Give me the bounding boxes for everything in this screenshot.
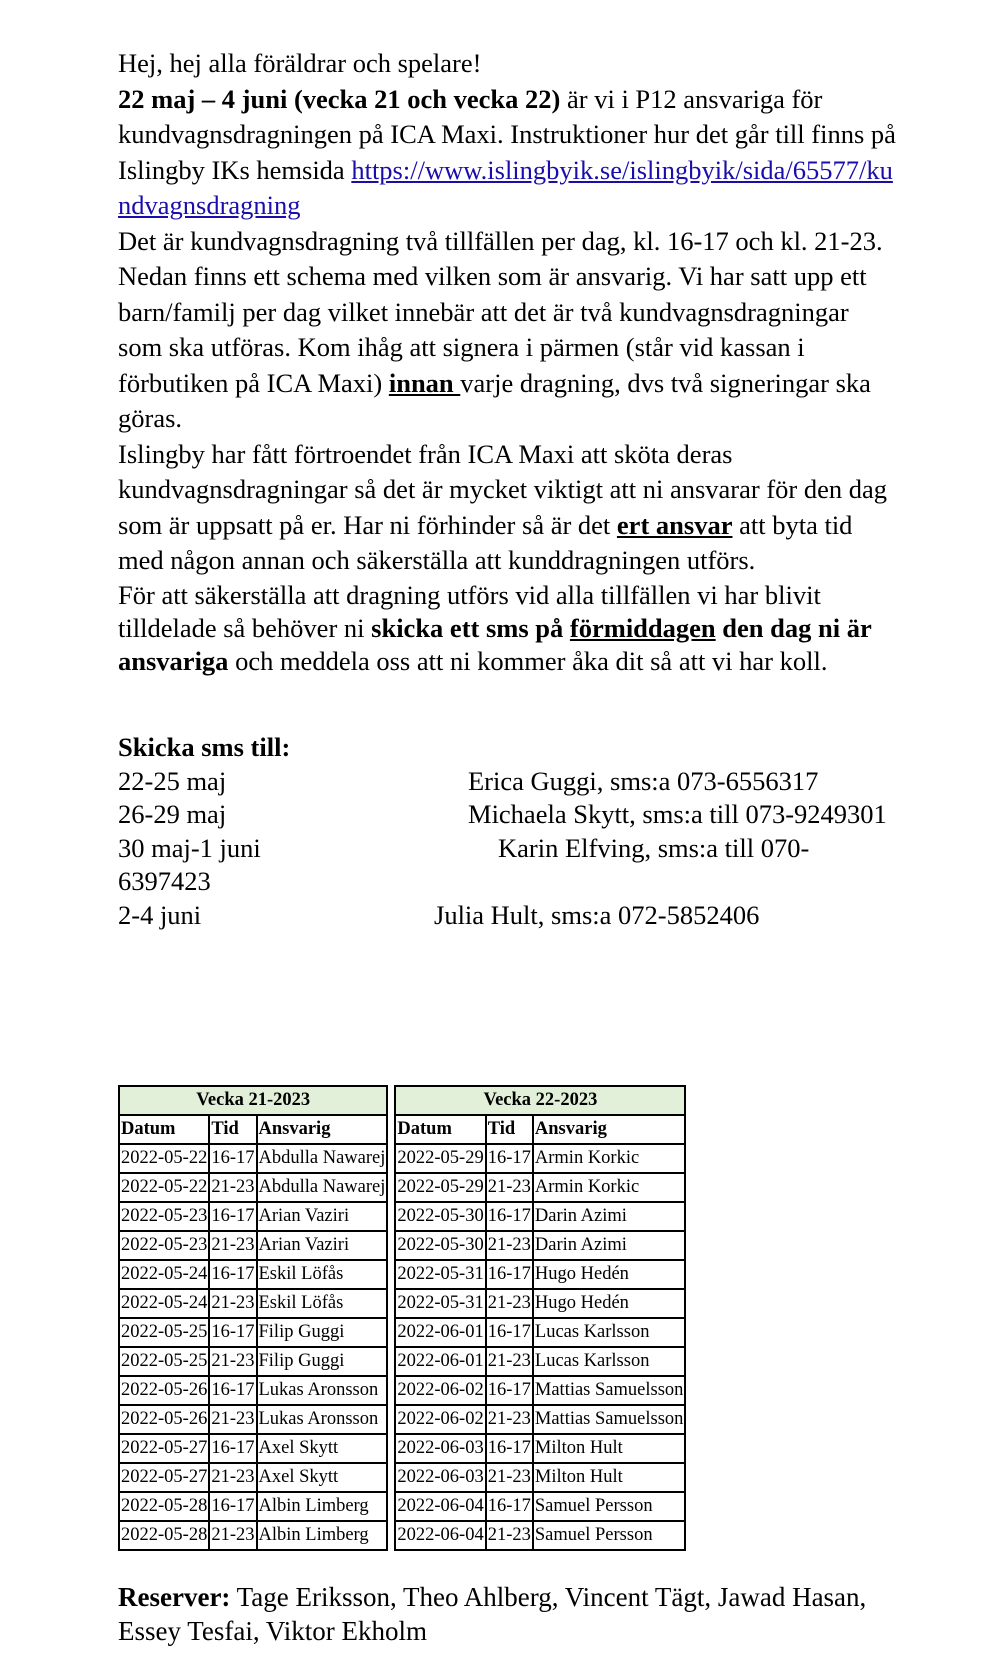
cell-ansvarig: Milton Hult (533, 1463, 686, 1492)
cell-tid: 16-17 (209, 1318, 256, 1347)
cell-tid: 16-17 (209, 1434, 256, 1463)
table-row (119, 1231, 685, 1260)
cell-ansvarig: Darin Azimi (533, 1202, 686, 1231)
cell-tid: 21-23 (486, 1231, 533, 1260)
table-row (119, 1492, 685, 1521)
table-row (119, 1521, 685, 1550)
cell-tid: 21-23 (486, 1173, 533, 1202)
bold-sms-a: skicka ett sms på (371, 612, 570, 643)
cell-ansvarig: Abdulla Nawarej (257, 1144, 388, 1173)
cell-ansvarig: Mattias Samuelsson (533, 1376, 686, 1405)
table-row (119, 1318, 685, 1347)
cell-datum: 2022-06-01 (395, 1318, 485, 1347)
cell-datum: 2022-05-30 (395, 1231, 485, 1260)
cell-ansvarig: Hugo Hedén (533, 1260, 686, 1289)
col-ansvarig: Ansvarig (257, 1115, 388, 1144)
cell-tid: 21-23 (209, 1405, 256, 1434)
cell-tid: 16-17 (486, 1492, 533, 1521)
cell-ansvarig: Lukas Aronsson (257, 1376, 388, 1405)
cell-tid: 21-23 (486, 1521, 533, 1550)
cell-ansvarig: Lucas Karlsson (533, 1347, 686, 1376)
reserver-label: Reserver: (118, 1582, 231, 1612)
cell-ansvarig: Samuel Persson (533, 1492, 686, 1521)
week1-title: Vecka 21-2023 (119, 1086, 387, 1115)
cell-ansvarig: Axel Skytt (257, 1434, 388, 1463)
intro-text-4: Islingby har fått förtroendet från ICA Maxi att sköta deras kundvagnsdragningar så det är mycket viktigt att ni ansvarar för den dag som är uppsatt på er. Har ni förhinder så är det (118, 438, 887, 540)
cell-datum: 2022-05-22 (119, 1144, 209, 1173)
table-row (119, 1376, 685, 1405)
cell-tid: 21-23 (209, 1347, 256, 1376)
cell-ansvarig: Samuel Persson (533, 1521, 686, 1550)
intro-text-7: och meddela oss att ni kommer åka dit så att vi har koll. (228, 645, 828, 676)
table-row (119, 1202, 685, 1231)
cell-ansvarig: Albin Limberg (257, 1521, 388, 1550)
cell-tid: 16-17 (486, 1202, 533, 1231)
sms-row: 2-4 juni Julia Hult, sms:a 072-5852406 (118, 899, 760, 930)
innan-emphasis: innan (388, 367, 461, 398)
cell-datum: 2022-05-25 (119, 1318, 209, 1347)
cell-datum: 2022-05-23 (119, 1202, 209, 1231)
table-row (119, 1289, 685, 1318)
intro-text-6: För att säkerställa att dragning utförs vid alla tillfällen vi har blivit tilldelade så behöver ni (118, 579, 821, 643)
cell-tid: 21-23 (209, 1289, 256, 1318)
cell-datum: 2022-05-29 (395, 1144, 485, 1173)
col-tid: Tid (209, 1115, 256, 1144)
cell-datum: 2022-05-24 (119, 1289, 209, 1318)
bold-sms-b: den dag ni är ansvariga (118, 612, 872, 676)
cell-tid: 16-17 (209, 1492, 256, 1521)
cell-tid: 16-17 (486, 1376, 533, 1405)
column-header-row (119, 1115, 685, 1144)
sms-instruction-paragraph (118, 579, 898, 678)
cell-tid: 16-17 (209, 1376, 256, 1405)
table-row (119, 1260, 685, 1289)
cell-datum: 2022-05-23 (119, 1231, 209, 1260)
table-row (119, 1347, 685, 1376)
cell-datum: 2022-06-04 (395, 1521, 485, 1550)
col-tid: Tid (486, 1115, 533, 1144)
intro-text-1: är vi i P12 ansvariga för kundvagnsdragningen på ICA Maxi. Instruktioner hur det går till finns på Islingby IKs hemsida (118, 83, 896, 185)
cell-ansvarig: Abdulla Nawarej (257, 1173, 388, 1202)
sms-row: 30 maj-1 juni Karin Elfving, sms:a till 070-6397423 (118, 832, 810, 896)
cell-tid: 21-23 (209, 1173, 256, 1202)
cell-tid: 21-23 (209, 1231, 256, 1260)
table-row (119, 1434, 685, 1463)
intro-paragraph (118, 46, 898, 579)
table-row (119, 1405, 685, 1434)
cell-datum: 2022-06-03 (395, 1434, 485, 1463)
cell-ansvarig: Arian Vaziri (257, 1202, 388, 1231)
cell-ansvarig: Hugo Hedén (533, 1289, 686, 1318)
col-datum: Datum (395, 1115, 485, 1144)
cell-ansvarig: Lucas Karlsson (533, 1318, 686, 1347)
cell-tid: 21-23 (486, 1347, 533, 1376)
cell-datum: 2022-05-27 (119, 1463, 209, 1492)
cell-datum: 2022-05-24 (119, 1260, 209, 1289)
cell-tid: 16-17 (486, 1144, 533, 1173)
cell-ansvarig: Lukas Aronsson (257, 1405, 388, 1434)
sms-row: 22-25 maj Erica Guggi, sms:a 073-6556317 (118, 765, 819, 796)
cell-datum: 2022-05-28 (119, 1521, 209, 1550)
cell-datum: 2022-05-31 (395, 1260, 485, 1289)
cell-ansvarig: Armin Korkic (533, 1144, 686, 1173)
col-datum: Datum (119, 1115, 209, 1144)
cell-ansvarig: Armin Korkic (533, 1173, 686, 1202)
cell-datum: 2022-05-22 (119, 1173, 209, 1202)
sms-row: 26-29 maj Michaela Skytt, sms:a till 073-9249301 (118, 799, 887, 829)
table-row (119, 1173, 685, 1202)
cell-ansvarig: Milton Hult (533, 1434, 686, 1463)
ert-ansvar-emphasis: ert ansvar (616, 509, 733, 540)
cell-datum: 2022-06-02 (395, 1376, 485, 1405)
reserver-line (118, 1580, 898, 1648)
cell-datum: 2022-05-31 (395, 1289, 485, 1318)
cell-datum: 2022-06-04 (395, 1492, 485, 1521)
col-ansvarig: Ansvarig (533, 1115, 686, 1144)
greeting: Hej, hej alla föräldrar och spelare! (118, 48, 482, 78)
hemsida-link[interactable]: https://www.islingbyik.se/islingbyik/sida/65577/kundvagnsdragning (118, 154, 893, 220)
cell-ansvarig: Filip Guggi (257, 1318, 388, 1347)
cell-ansvarig: Filip Guggi (257, 1347, 388, 1376)
cell-ansvarig: Eskil Löfås (257, 1260, 388, 1289)
cell-tid: 16-17 (209, 1144, 256, 1173)
cell-tid: 21-23 (486, 1463, 533, 1492)
table-row (119, 1144, 685, 1173)
cell-datum: 2022-05-28 (119, 1492, 209, 1521)
cell-tid: 21-23 (486, 1405, 533, 1434)
cell-datum: 2022-06-03 (395, 1463, 485, 1492)
table-row (119, 1463, 685, 1492)
cell-datum: 2022-05-25 (119, 1347, 209, 1376)
intro-text-2: Det är kundvagnsdragning två tillfällen per dag, kl. 16-17 och kl. 21-23. Nedan finns ett schema med vilken som är ansvarig. Vi har satt upp ett barn/familj per dag vilket innebär att det är två kundvagnsdragningar som ska utföras. Kom ihåg att signera i pärmen (står vid kassan i förbutiken på ICA Maxi) (118, 225, 883, 398)
dates-bold: 22 maj – 4 juni (vecka 21 och vecka 22) (118, 83, 561, 114)
cell-ansvarig: Mattias Samuelsson (533, 1405, 686, 1434)
cell-datum: 2022-06-02 (395, 1405, 485, 1434)
week-header-row (119, 1086, 685, 1115)
cell-tid: 16-17 (486, 1434, 533, 1463)
cell-tid: 16-17 (209, 1202, 256, 1231)
cell-tid: 21-23 (486, 1289, 533, 1318)
cell-ansvarig: Arian Vaziri (257, 1231, 388, 1260)
intro-text-3: varje dragning, dvs två signeringar ska göras. (118, 367, 871, 433)
cell-tid: 21-23 (209, 1521, 256, 1550)
document-body (118, 46, 898, 932)
cell-datum: 2022-06-01 (395, 1347, 485, 1376)
cell-tid: 16-17 (486, 1260, 533, 1289)
schedule-table (118, 1085, 686, 1551)
cell-datum: 2022-05-26 (119, 1405, 209, 1434)
schedule-body (119, 1144, 685, 1550)
cell-ansvarig: Eskil Löfås (257, 1289, 388, 1318)
bold-formiddagen: förmiddagen (569, 612, 716, 643)
sms-title: Skicka sms till: (118, 731, 291, 762)
cell-ansvarig: Axel Skytt (257, 1463, 388, 1492)
cell-ansvarig: Darin Azimi (533, 1231, 686, 1260)
cell-tid: 16-17 (486, 1318, 533, 1347)
reserver-names: Tage Eriksson, Theo Ahlberg, Vincent Tägt, Jawad Hasan, Essey Tesfai, Viktor Ekholm (118, 1582, 867, 1646)
cell-datum: 2022-05-27 (119, 1434, 209, 1463)
intro-text-5: att byta tid med någon annan och säkerställa att kunddragningen utförs. (118, 509, 853, 575)
cell-datum: 2022-05-30 (395, 1202, 485, 1231)
cell-tid: 21-23 (209, 1463, 256, 1492)
cell-datum: 2022-05-29 (395, 1173, 485, 1202)
cell-ansvarig: Albin Limberg (257, 1492, 388, 1521)
week2-title: Vecka 22-2023 (395, 1086, 685, 1115)
cell-datum: 2022-05-26 (119, 1376, 209, 1405)
cell-tid: 16-17 (209, 1260, 256, 1289)
